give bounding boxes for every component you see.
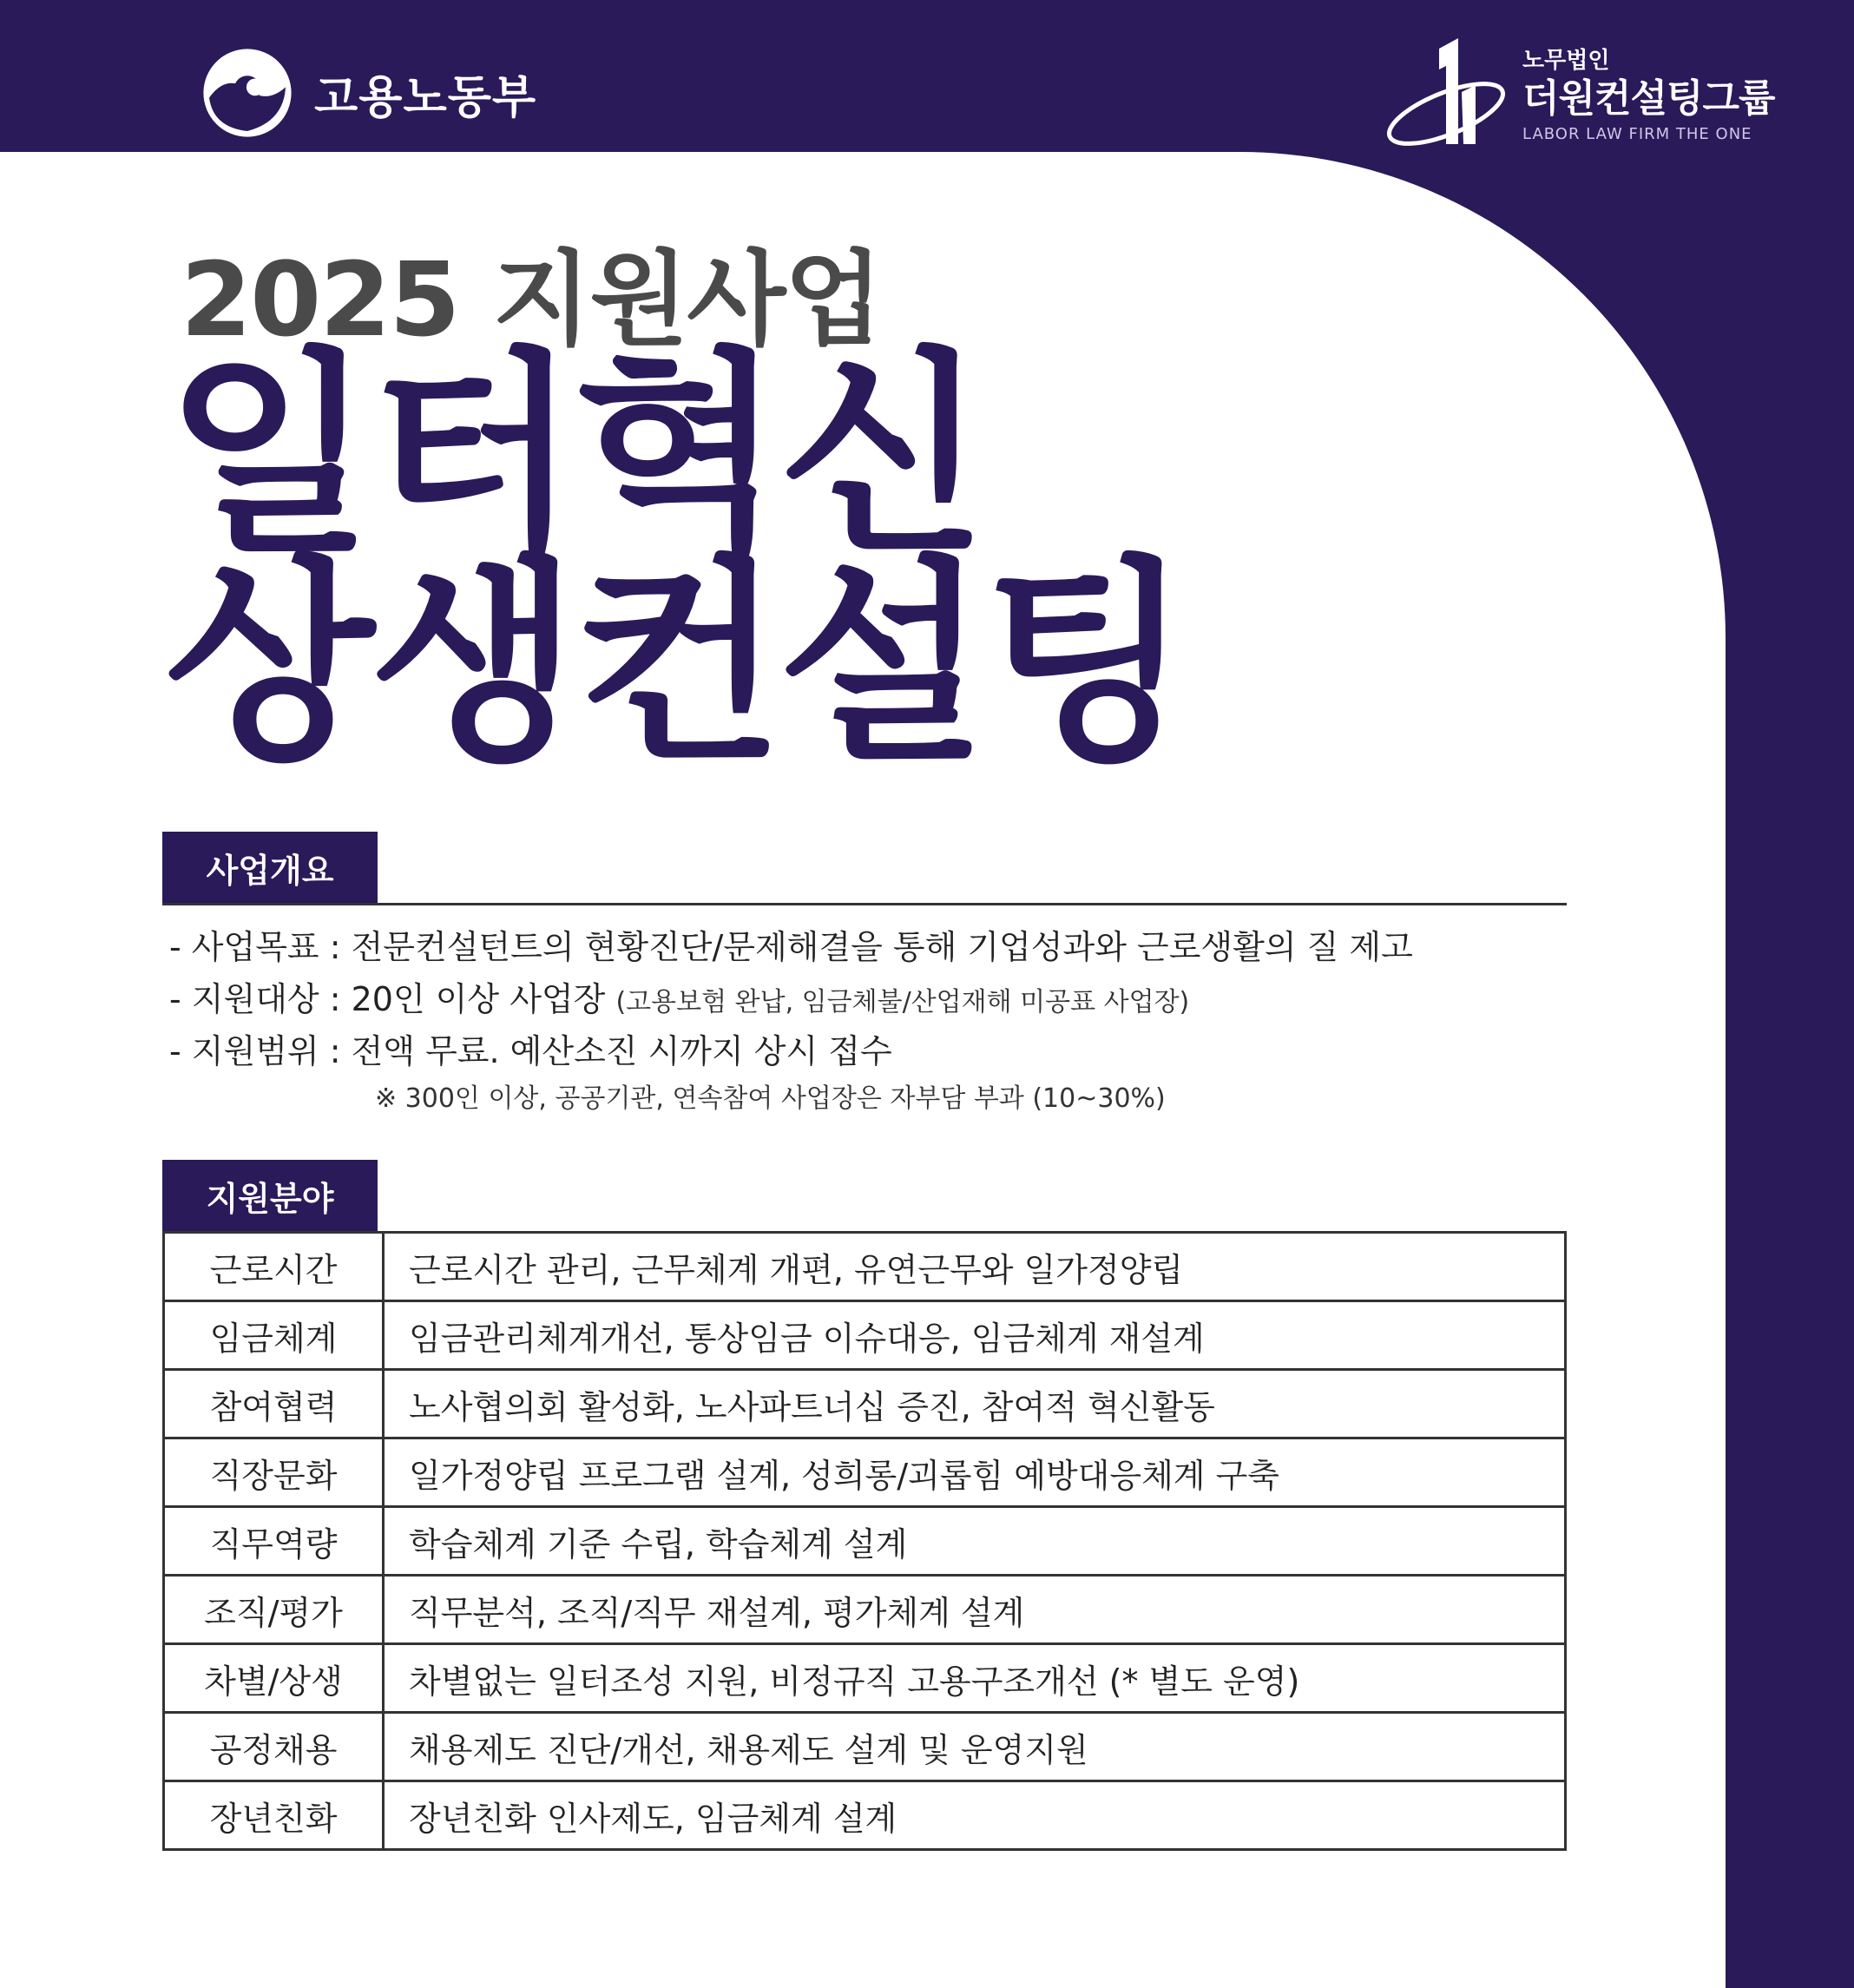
support-heading: 지원분야 <box>162 1160 378 1231</box>
overview-goal <box>169 920 1413 968</box>
category-cell: 임금체계 <box>164 1301 384 1370</box>
description-cell: 학습체계 기준 수립, 학습체계 설계 <box>384 1507 1566 1576</box>
firm-logo-icon <box>1378 31 1509 161</box>
description-cell: 임금관리체계개선, 통상임금 이슈대응, 임금체계 재설계 <box>384 1301 1566 1370</box>
table-row <box>164 1507 1566 1576</box>
description-cell: 근로시간 관리, 근무체계 개편, 유연근무와 일가정양립 <box>384 1233 1566 1301</box>
description-cell: 직무분석, 조직/직무 재설계, 평가체계 설계 <box>384 1576 1566 1644</box>
overview-scope-text: - 지원범위 : 전액 무료. 예산소진 시까지 상시 접수 <box>169 1032 892 1070</box>
firm-english-name: LABOR LAW FIRM THE ONE <box>1522 125 1752 143</box>
category-cell: 장년친화 <box>164 1781 384 1850</box>
firm-subtitle: 노무법인 <box>1522 48 1610 74</box>
category-cell: 참여협력 <box>164 1370 384 1438</box>
main-title-line2: 상생컨설팅 <box>165 537 1187 790</box>
description-cell: 장년친화 인사제도, 임금체계 설계 <box>384 1781 1566 1850</box>
overview-scope <box>169 1024 892 1072</box>
main-title-line1: 일터혁신 <box>165 329 983 582</box>
category-cell: 차별/상생 <box>164 1644 384 1713</box>
ministry-header <box>200 45 536 141</box>
overview-target-note: (고용보험 완납, 임금체불/산업재해 미공표 사업장) <box>615 987 1190 1017</box>
category-cell: 직장문화 <box>164 1438 384 1507</box>
description-cell: 채용제도 진단/개선, 채용제도 설계 및 운영지원 <box>384 1713 1566 1781</box>
table-row <box>164 1233 1566 1301</box>
description-cell: 노사협의회 활성화, 노사파트너십 증진, 참여적 혁신활동 <box>384 1370 1566 1438</box>
firm-header <box>1378 31 1775 161</box>
year-title: 2025 지원사업 <box>181 240 882 359</box>
table-row <box>164 1438 1566 1507</box>
overview-target <box>169 972 1189 1020</box>
overview-divider <box>162 903 1567 905</box>
table-row <box>164 1370 1566 1438</box>
overview-goal-text: - 사업목표 : 전문컨설턴트의 현황진단/문제해결을 통해 기업성과와 근로생활의 질 제고 <box>169 928 1413 966</box>
table-row <box>164 1713 1566 1781</box>
table-row <box>164 1781 1566 1850</box>
description-cell: 일가정양립 프로그램 설계, 성희롱/괴롭힘 예방대응체계 구축 <box>384 1438 1566 1507</box>
table-row <box>164 1301 1566 1370</box>
firm-name: 더원컨설팅그룹 <box>1522 76 1775 121</box>
support-table <box>162 1231 1567 1851</box>
category-cell: 공정채용 <box>164 1713 384 1781</box>
overview-footnote: ※ 300인 이상, 공공기관, 연속참여 사업장은 자부담 부과 (10~30%) <box>375 1083 1166 1114</box>
ministry-emblem-icon <box>200 45 295 141</box>
category-cell: 근로시간 <box>164 1233 384 1301</box>
description-cell: 차별없는 일터조성 지원, 비정규직 고용구조개선 (* 별도 운영) <box>384 1644 1566 1713</box>
table-row <box>164 1644 1566 1713</box>
overview-target-text: - 지원대상 : 20인 이상 사업장 <box>169 980 606 1018</box>
ministry-name: 고용노동부 <box>314 71 537 124</box>
category-cell: 직무역량 <box>164 1507 384 1576</box>
table-row <box>164 1576 1566 1644</box>
overview-heading: 사업개요 <box>162 832 378 903</box>
category-cell: 조직/평가 <box>164 1576 384 1644</box>
